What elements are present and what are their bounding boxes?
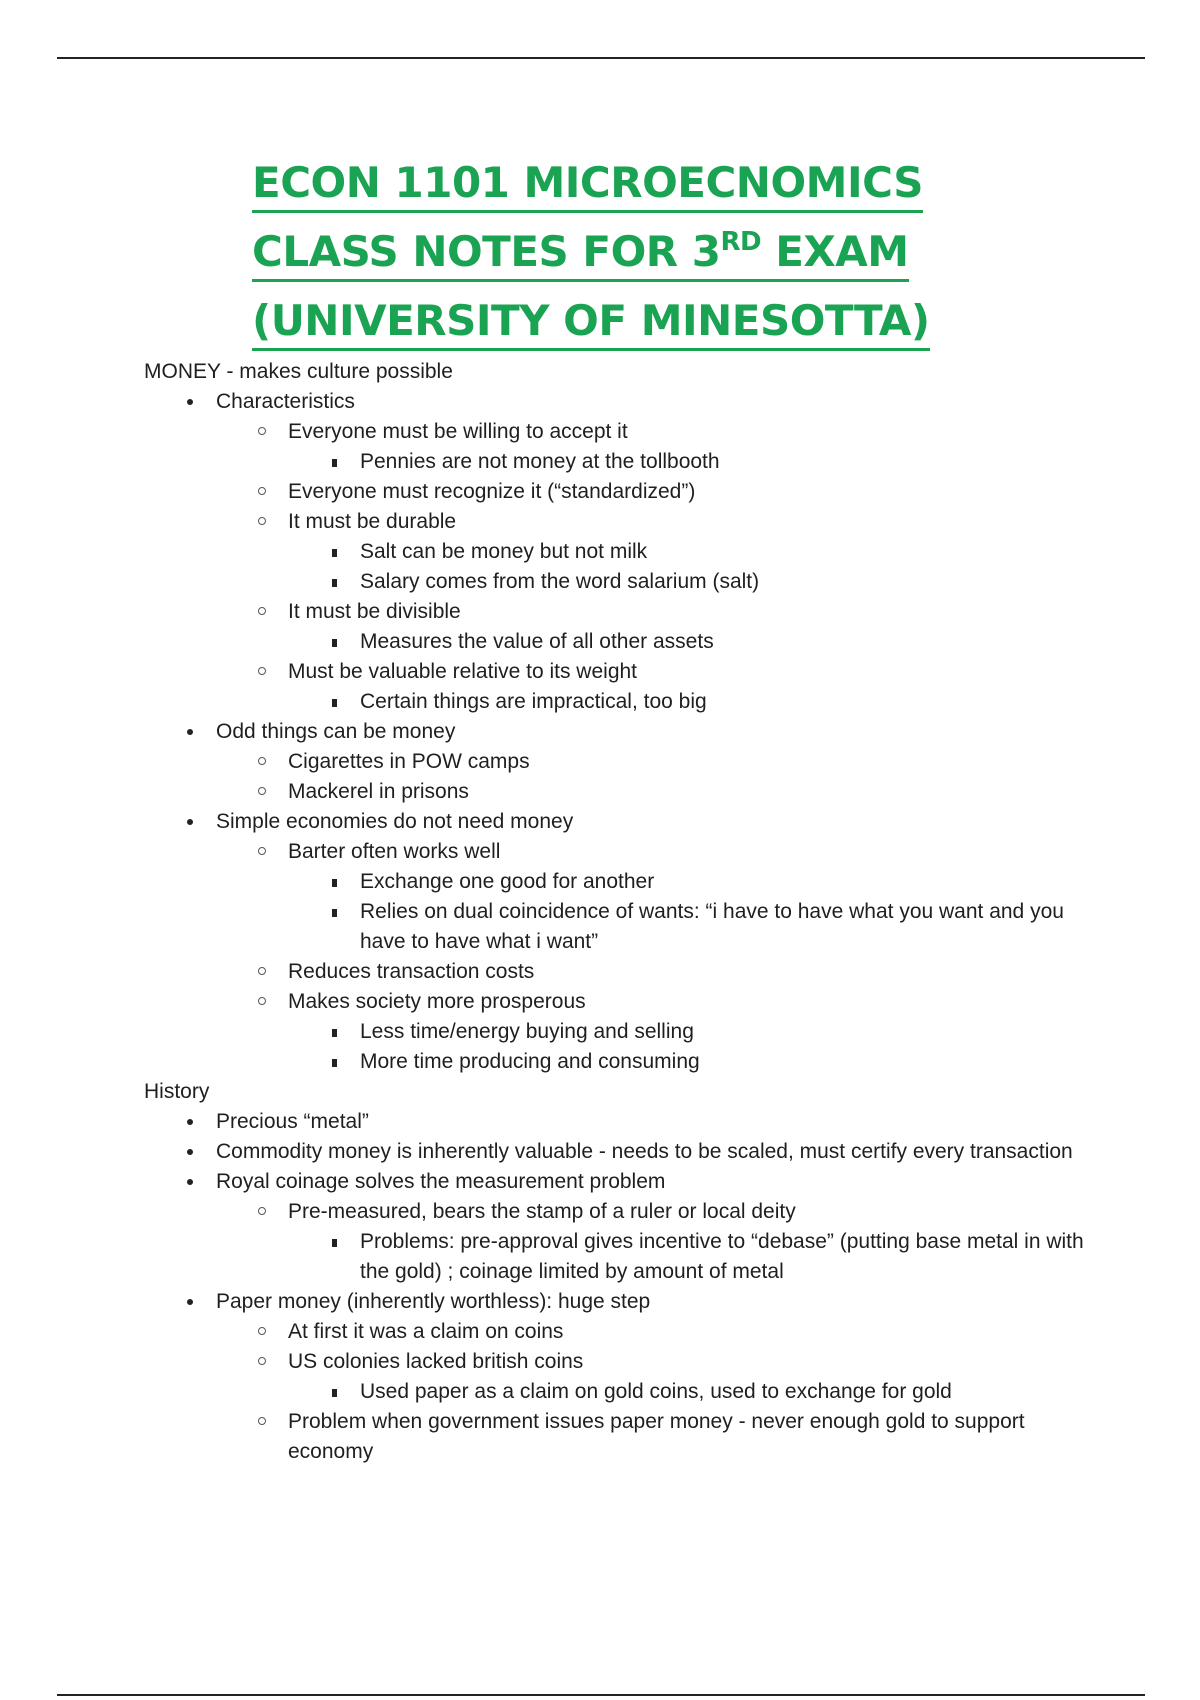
list-item: Commodity money is inherently valuable - needs to be scaled, must certify every transaction xyxy=(144,1137,1104,1167)
section-heading-history: History xyxy=(144,1080,210,1103)
list-item: At first it was a claim on coins xyxy=(216,1317,1104,1347)
title-line-3: (UNIVERSITY OF MINESOTTA) xyxy=(252,294,930,351)
list-item: Problems: pre-approval gives incentive to “debase” (putting base metal in with the gold) ; coinage limited by amount of metal xyxy=(288,1227,1104,1287)
list-item: Measures the value of all other assets xyxy=(288,627,1104,657)
list-item: Less time/energy buying and selling xyxy=(288,1017,1104,1047)
list-item: Makes society more prosperous Less time/energy buying and selling More time producing and consuming xyxy=(216,987,1104,1077)
circle-bullet-icon xyxy=(252,1197,272,1227)
circle-bullet-icon xyxy=(252,1317,272,1347)
square-bullet-icon xyxy=(324,867,344,897)
circle-bullet-icon xyxy=(252,657,272,687)
list-item: Pennies are not money at the tollbooth xyxy=(288,447,1104,477)
square-bullet-icon xyxy=(324,627,344,657)
circle-bullet-icon xyxy=(252,777,272,807)
circle-bullet-icon xyxy=(252,957,272,987)
history-list xyxy=(144,1107,1104,1467)
list-item: Used paper as a claim on gold coins, used to exchange for gold xyxy=(288,1377,1104,1407)
square-bullet-icon xyxy=(324,1017,344,1047)
bullet-icon xyxy=(180,1137,200,1167)
bullet-icon xyxy=(180,387,200,417)
list-item: Cigarettes in POW camps xyxy=(216,747,1104,777)
circle-bullet-icon xyxy=(252,597,272,627)
list-item: It must be divisible Measures the value of all other assets xyxy=(216,597,1104,657)
circle-bullet-icon xyxy=(252,987,272,1017)
list-item: Everyone must recognize it (“standardized”) xyxy=(216,477,1104,507)
bullet-icon xyxy=(180,1107,200,1137)
list-item: Odd things can be money Cigarettes in POW camps Mackerel in prisons xyxy=(144,717,1104,807)
list-item: Precious “metal” xyxy=(144,1107,1104,1137)
bullet-icon xyxy=(180,717,200,747)
title-line-2: CLASS NOTES FOR 3RD EXAM xyxy=(252,225,909,282)
list-item: It must be durable Salt can be money but not milk Salary comes from the word salarium (salt) xyxy=(216,507,1104,597)
circle-bullet-icon xyxy=(252,477,272,507)
circle-bullet-icon xyxy=(252,747,272,777)
circle-bullet-icon xyxy=(252,1407,272,1437)
circle-bullet-icon xyxy=(252,417,272,447)
list-item: Simple economies do not need money Barter often works well Exchange one good for another Relies on dual coincidence of wants: “i have to have what you want and you have to have what i want” Reduces transaction costs Makes society more prosperous Less time/energy buying and selling More time producing and consuming xyxy=(144,807,1104,1077)
square-bullet-icon xyxy=(324,687,344,717)
list-item: Problem when government issues paper money - never enough gold to support economy xyxy=(216,1407,1104,1467)
list-item: Barter often works well Exchange one good for another Relies on dual coincidence of wants: “i have to have what you want and you have to have what i want” xyxy=(216,837,1104,957)
list-item: Characteristics Everyone must be willing to accept it Pennies are not money at the tollbooth Everyone must recognize it (“standardized”) It must be durable Salt can be money but not milk Salary comes from the word salarium (salt) It must be divisible Measures the value of all other assets Must be valuable relative to its weight Certain things are impractical, too big xyxy=(144,387,1104,717)
list-item: Relies on dual coincidence of wants: “i have to have what you want and you have to have what i want” xyxy=(288,897,1104,957)
list-item: More time producing and consuming xyxy=(288,1047,1104,1077)
square-bullet-icon xyxy=(324,567,344,597)
bullet-icon xyxy=(180,807,200,837)
document-title xyxy=(252,148,1012,355)
circle-bullet-icon xyxy=(252,507,272,537)
square-bullet-icon xyxy=(324,897,344,927)
circle-bullet-icon xyxy=(252,1347,272,1377)
list-item: Exchange one good for another xyxy=(288,867,1104,897)
header-rule xyxy=(57,57,1145,59)
list-item: Pre-measured, bears the stamp of a ruler or local deity Problems: pre-approval gives incentive to “debase” (putting base metal in with the gold) ; coinage limited by amount of metal xyxy=(216,1197,1104,1287)
square-bullet-icon xyxy=(324,1227,344,1257)
square-bullet-icon xyxy=(324,1377,344,1407)
title-superscript: RD xyxy=(720,227,762,257)
list-item: Royal coinage solves the measurement problem Pre-measured, bears the stamp of a ruler or local deity Problems: pre-approval gives incentive to “debase” (putting base metal in with the gold) ; coinage limited by amount of metal xyxy=(144,1167,1104,1287)
footer-rule xyxy=(57,1694,1145,1696)
notes-body xyxy=(144,357,1104,1467)
bullet-icon xyxy=(180,1167,200,1197)
list-item: Must be valuable relative to its weight Certain things are impractical, too big xyxy=(216,657,1104,717)
title-line-1: ECON 1101 MICROECNOMICS xyxy=(252,156,923,213)
list-item: Mackerel in prisons xyxy=(216,777,1104,807)
list-item: Salt can be money but not milk xyxy=(288,537,1104,567)
money-list xyxy=(144,387,1104,1077)
list-item: Certain things are impractical, too big xyxy=(288,687,1104,717)
list-item: Everyone must be willing to accept it Pennies are not money at the tollbooth xyxy=(216,417,1104,477)
list-item: US colonies lacked british coins Used paper as a claim on gold coins, used to exchange for gold xyxy=(216,1347,1104,1407)
square-bullet-icon xyxy=(324,537,344,567)
square-bullet-icon xyxy=(324,447,344,477)
list-item: Salary comes from the word salarium (salt) xyxy=(288,567,1104,597)
bullet-icon xyxy=(180,1287,200,1317)
circle-bullet-icon xyxy=(252,837,272,867)
square-bullet-icon xyxy=(324,1047,344,1077)
list-item: Paper money (inherently worthless): huge step At first it was a claim on coins US colonies lacked british coins Used paper as a claim on gold coins, used to exchange for gold Problem when government issues paper money - never enough gold to support economy xyxy=(144,1287,1104,1467)
section-heading-money: MONEY - makes culture possible xyxy=(144,360,453,383)
list-item: Reduces transaction costs xyxy=(216,957,1104,987)
